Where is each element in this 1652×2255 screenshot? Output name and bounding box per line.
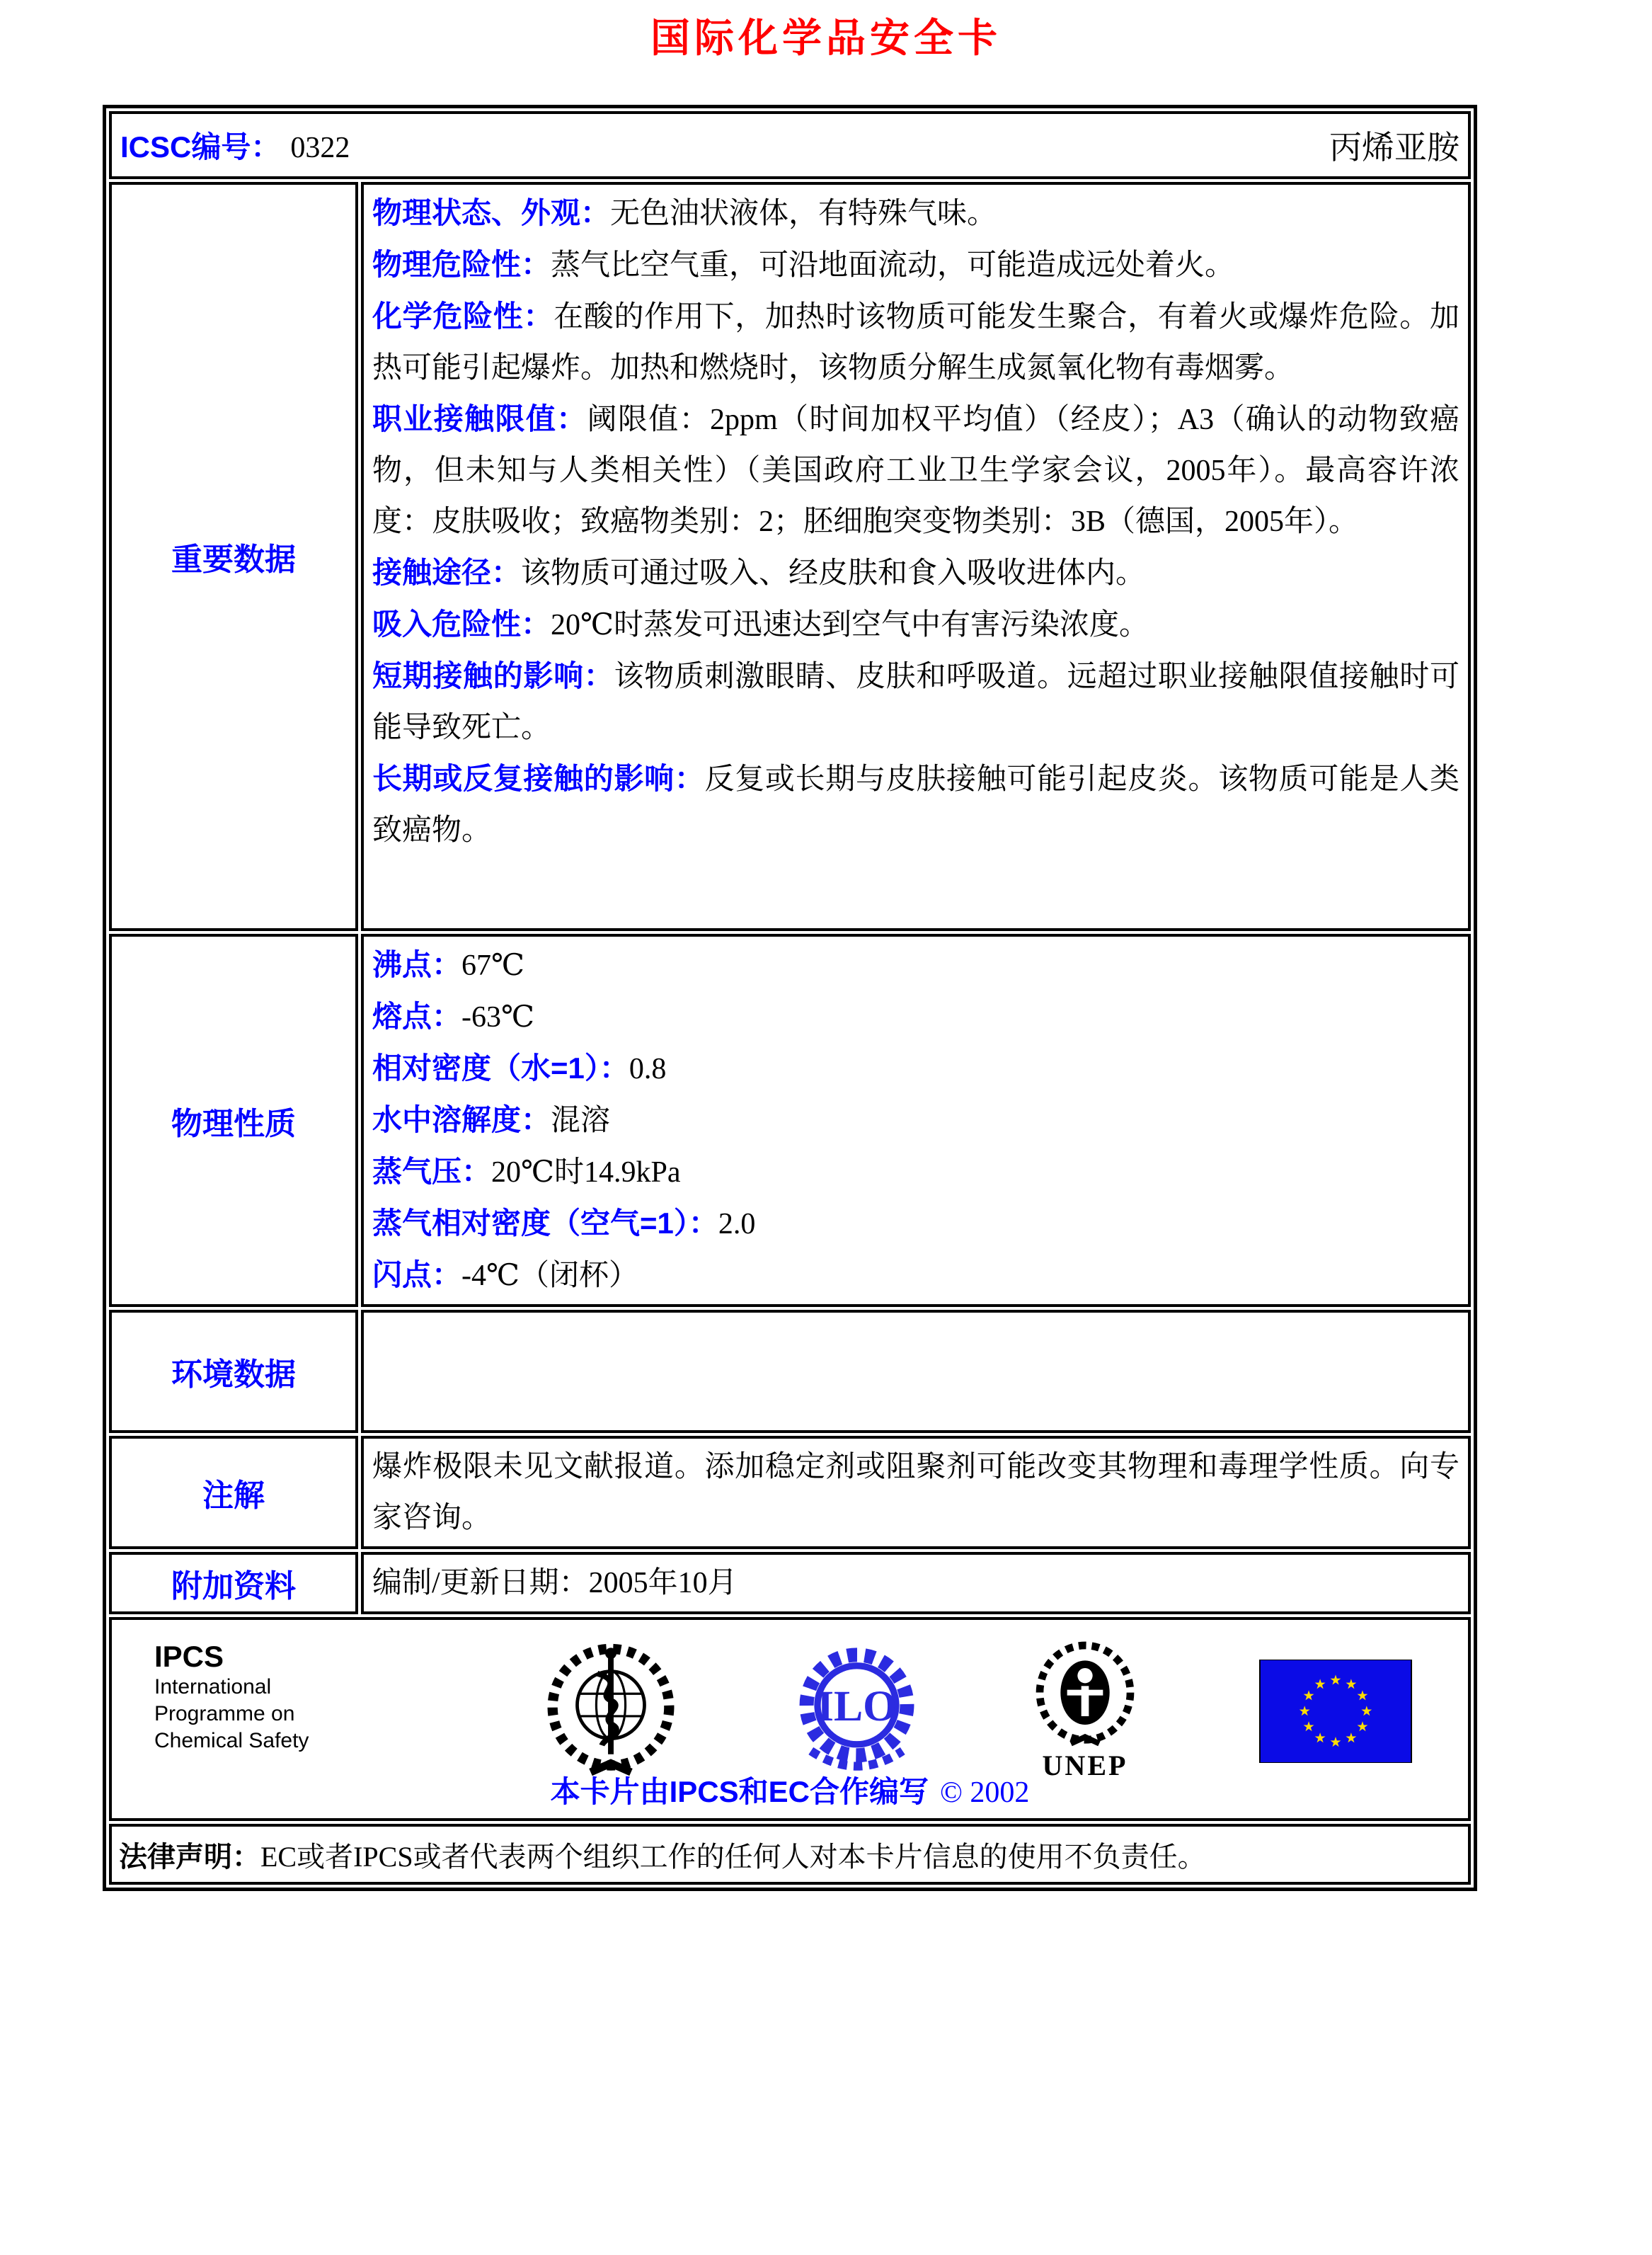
unep-logo-icon xyxy=(1028,1640,1142,1753)
important-item xyxy=(372,188,1459,239)
notes-label: 注解 xyxy=(109,1436,358,1549)
item-value: 20℃时蒸发可迅速达到空气中有害污染浓度。 xyxy=(551,609,1149,641)
page-title: 国际化学品安全卡 xyxy=(650,15,1002,62)
additional-info-text: 编制/更新日期：2005年10月 xyxy=(372,1567,738,1599)
item-value: -63℃ xyxy=(461,1001,534,1034)
important-item xyxy=(372,239,1459,291)
icsc-number-label: ICSC编号： xyxy=(120,130,281,164)
physical-properties-label: 物理性质 xyxy=(109,934,358,1307)
environmental-data-content xyxy=(361,1310,1471,1433)
item-key: 闪点： xyxy=(372,1258,462,1291)
item-value: 该物质可通过吸入、经皮肤和食入吸收进体内。 xyxy=(521,557,1146,590)
item-value: 阈限值：2ppm（时间加权平均值）（经皮）；A3（确认的动物致癌物，但未知与人类相关性）（美国政府工业卫生学家会议，2005年）。最高容许浓度：皮肤吸收；致癌物类别：2；胚细胞突变物类别：3B（德国，2005年）。 xyxy=(372,404,1459,538)
physical-item xyxy=(372,1146,1459,1198)
caption-text: 本卡片由IPCS和EC合作编写 xyxy=(550,1775,929,1808)
cooperation-caption xyxy=(112,1769,1468,1811)
important-item xyxy=(372,547,1459,599)
item-key: 水中溶解度： xyxy=(372,1103,551,1136)
ipcs-line3: Chemical Safety xyxy=(154,1729,309,1752)
important-data-label: 重要数据 xyxy=(109,182,358,931)
ilo-letters: ILO xyxy=(816,1682,897,1730)
icsc-number-value: 0322 xyxy=(290,132,350,164)
ilo-logo-icon xyxy=(791,1640,922,1781)
physical-item xyxy=(372,991,1459,1043)
physical-item xyxy=(372,1043,1459,1095)
physical-item xyxy=(372,1250,1459,1301)
item-key: 职业接触限值： xyxy=(372,402,587,435)
additional-info-row xyxy=(109,1552,1471,1614)
environmental-data-label: 环境数据 xyxy=(109,1310,358,1433)
ilo-logo xyxy=(791,1640,922,1781)
item-key: 物理状态、外观： xyxy=(372,196,611,229)
physical-item xyxy=(372,940,1459,991)
notes-content xyxy=(361,1436,1471,1549)
legal-label: 法律声明： xyxy=(119,1841,260,1873)
additional-info-content xyxy=(361,1552,1471,1614)
important-data-content xyxy=(361,182,1471,931)
notes-row xyxy=(109,1436,1471,1549)
unep-wordmark: UNEP xyxy=(1042,1749,1128,1781)
chemical-name: 丙烯亚胺 xyxy=(1329,130,1459,166)
important-data-row xyxy=(109,182,1471,931)
item-key: 相对密度（水=1）： xyxy=(372,1051,629,1085)
item-value: 该物质刺激眼睛、皮肤和呼吸道。远超过职业接触限值接触时可能导致死亡。 xyxy=(372,661,1459,744)
item-key: 吸入危险性： xyxy=(372,607,551,641)
physical-properties-content xyxy=(361,934,1471,1307)
environmental-data-row xyxy=(109,1310,1471,1433)
item-value: 20℃时14.9kPa xyxy=(491,1156,681,1189)
important-item xyxy=(372,651,1459,753)
important-item xyxy=(372,394,1459,547)
item-value: 混溶 xyxy=(551,1104,611,1137)
eu-flag xyxy=(1258,1660,1413,1763)
who-logo xyxy=(544,1640,678,1781)
important-item xyxy=(372,753,1459,856)
ipcs-line1: International xyxy=(154,1675,272,1699)
legal-row xyxy=(109,1824,1471,1885)
ipcs-line2: Programme on xyxy=(154,1702,295,1725)
physical-item xyxy=(372,1198,1459,1250)
ipcs-title: IPCS xyxy=(154,1640,224,1673)
item-value: 在酸的作用下，加热时该物质可能发生聚合，有着火或爆炸危险。加热可能引起爆炸。加热和燃烧时，该物质分解生成氮氧化物有毒烟雾。 xyxy=(372,301,1459,384)
additional-info-label: 附加资料 xyxy=(109,1552,358,1614)
logos-strip xyxy=(112,1640,1468,1782)
item-key: 化学危险性： xyxy=(372,299,554,333)
item-value: 0.8 xyxy=(629,1053,667,1085)
item-value: -4℃（闭杯） xyxy=(461,1260,638,1292)
logos-row xyxy=(109,1617,1471,1821)
notes-text: 爆炸极限未见文献报道。添加稳定剂或阻聚剂可能改变其物理和毒理学性质。向专家咨询。 xyxy=(372,1451,1459,1534)
item-key: 沸点： xyxy=(372,948,462,981)
item-value: 蒸气比空气重，可沿地面流动，可能造成远处着火。 xyxy=(551,249,1235,282)
important-item xyxy=(372,291,1459,394)
item-key: 熔点： xyxy=(372,1000,462,1033)
item-value: 2.0 xyxy=(718,1208,756,1240)
item-key: 长期或反复接触的影响： xyxy=(372,762,705,795)
icsc-number-group xyxy=(120,124,350,166)
icsc-card-table xyxy=(103,105,1477,1891)
header-cell xyxy=(109,111,1471,179)
legal-text: EC或者IPCS或者代表两个组织工作的任何人对本卡片信息的使用不负责任。 xyxy=(260,1840,1206,1873)
unep-logo xyxy=(1028,1640,1142,1782)
physical-properties-row xyxy=(109,934,1471,1307)
header-row xyxy=(109,111,1471,179)
item-key: 蒸气相对密度（空气=1）： xyxy=(372,1206,718,1240)
eu-flag-icon xyxy=(1258,1660,1413,1763)
item-key: 物理危险性： xyxy=(372,248,551,281)
item-key: 短期接触的影响： xyxy=(372,659,614,692)
item-key: 接触途径： xyxy=(372,556,522,589)
legal-cell xyxy=(109,1824,1471,1885)
who-logo-icon xyxy=(544,1640,678,1781)
important-item xyxy=(372,599,1459,651)
physical-item xyxy=(372,1095,1459,1146)
item-value: 67℃ xyxy=(461,949,524,982)
item-value: 无色油状液体，有特殊气味。 xyxy=(610,198,997,230)
ipcs-text-block xyxy=(154,1640,367,1754)
item-key: 蒸气压： xyxy=(372,1155,492,1188)
logos-cell xyxy=(109,1617,1471,1821)
item-value: 反复或长期与皮肤接触可能引起皮炎。该物质可能是人类致癌物。 xyxy=(372,763,1459,847)
caption-copyright: © 2002 xyxy=(939,1776,1030,1809)
